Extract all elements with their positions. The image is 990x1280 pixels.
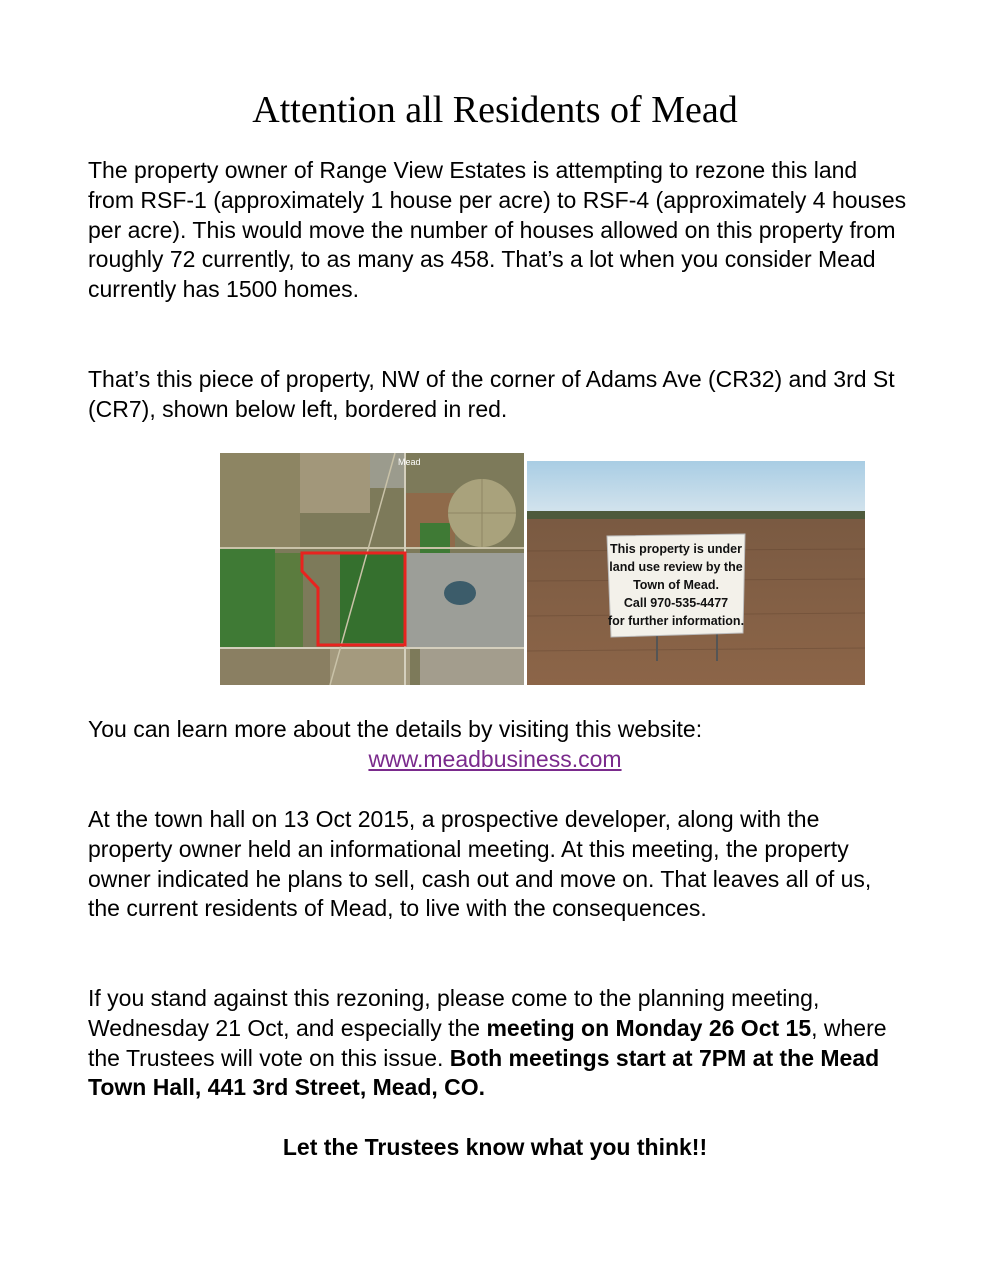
- call-to-action-paragraph: [88, 984, 908, 1103]
- map-town-label: Mead: [398, 457, 421, 467]
- sign-line-1: This property is under: [610, 542, 742, 556]
- page-title: Attention all Residents of Mead: [252, 89, 738, 131]
- planning-meeting-text: If you stand against this rezoning, please come to the planning meeting, Wednesday 21 Oct, and especially the: [88, 985, 820, 1041]
- sign-photo-image: [527, 461, 865, 685]
- website-link[interactable]: www.meadbusiness.com: [368, 745, 622, 772]
- meeting-history-paragraph: At the town hall on 13 Oct 2015, a prospective developer, along with the property owner held an informational meeting. At this meeting, the property owner indicated he plans to sell, cash out and move on. That leaves all of us, the current residents of Mead, to live with the consequences.: [88, 806, 872, 922]
- sign-line-3: Town of Mead.: [633, 578, 719, 592]
- monday-meeting-bold: meeting on Monday 26 Oct 15: [486, 1014, 812, 1041]
- rezoning-paragraph: The property owner of Range View Estates is attempting to rezone this land from RSF-1 (approximately 1 house per acre) to RSF-4 (approximately 4 houses per acre). This would move the number of houses allowed on this property from roughly 72 currently, to as many as 458. That’s a lot when you consider Mead currently has 1500 homes.: [88, 157, 907, 303]
- meeting-time-location-bold: Both meetings start at 7PM at the Mead Town Hall, 441 3rd Street, Mead, CO.: [88, 1044, 880, 1101]
- closing-line: Let the Trustees know what you think!!: [282, 1134, 708, 1160]
- aerial-map-image: [220, 453, 524, 685]
- property-location-paragraph: That’s this piece of property, NW of the corner of Adams Ave (CR32) and 3rd St (CR7), shown below left, bordered in red.: [88, 366, 895, 422]
- sign-line-2: land use review by the: [609, 560, 743, 574]
- sign-line-5: for further information.: [607, 614, 745, 628]
- photo-row: [220, 453, 865, 685]
- website-intro-text: You can learn more about the details by visiting this website:: [88, 716, 703, 742]
- website-paragraph: [88, 715, 908, 775]
- sign-line-4: Call 970-535-4477: [623, 596, 729, 610]
- trustees-vote-text: , where the Trustees will vote on this issue.: [88, 1014, 887, 1071]
